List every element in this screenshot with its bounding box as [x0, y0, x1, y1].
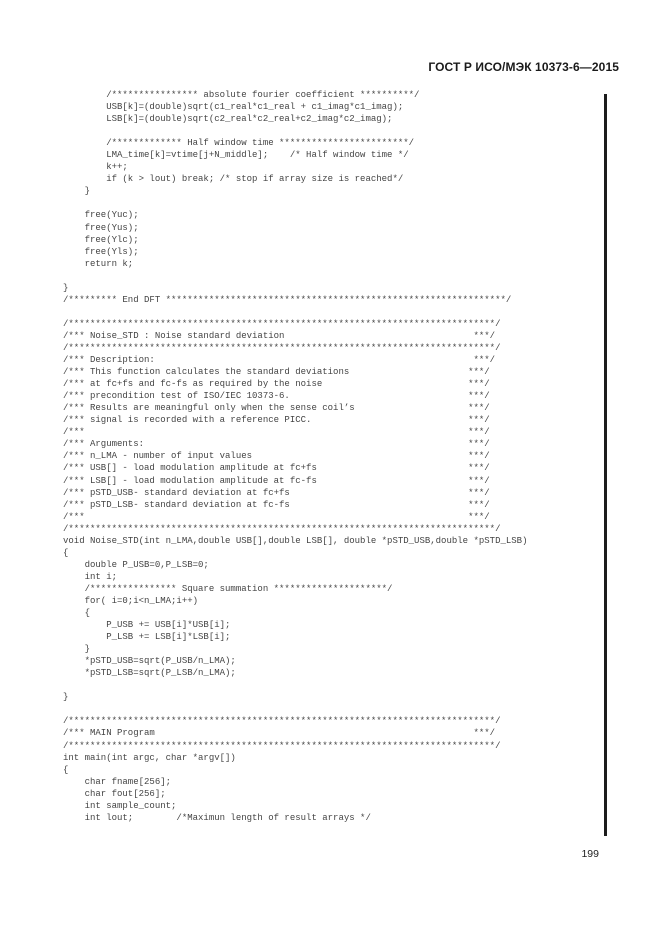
- code-line: /*** This function calculates the standard deviations ***/: [63, 367, 490, 378]
- code-line: /*** pSTD_USB- standard deviation at fc+fs ***/: [63, 487, 490, 498]
- code-line: {: [63, 608, 91, 619]
- code-line: /*** pSTD_LSB- standard deviation at fc-fs ***/: [63, 499, 490, 510]
- code-line: k++;: [63, 162, 128, 173]
- page-number: 199: [581, 848, 599, 860]
- code-line: /*** at fc+fs and fc-fs as required by the noise ***/: [63, 379, 490, 390]
- code-line: LSB[k]=(double)sqrt(c2_real*c2_real+c2_imag*c2_imag);: [63, 114, 393, 125]
- code-line: free(Yls);: [63, 246, 139, 257]
- code-line: char fname[256];: [63, 776, 172, 787]
- code-line: USB[k]=(double)sqrt(c1_real*c1_real + c1_imag*c1_imag);: [63, 102, 404, 113]
- code-line: [63, 703, 603, 715]
- code-line: free(Ylc);: [63, 234, 139, 245]
- code-line: /*** n_LMA - number of input values ***/: [63, 451, 490, 462]
- code-line: /*******************************************************************************/: [63, 716, 501, 727]
- code-line: P_LSB += LSB[i]*LSB[i];: [63, 632, 231, 643]
- code-line: *pSTD_LSB=sqrt(P_LSB/n_LMA);: [63, 668, 236, 679]
- code-line: double P_USB=0,P_LSB=0;: [63, 559, 209, 570]
- code-line: [63, 679, 603, 691]
- code-line: [63, 306, 603, 318]
- code-line: LMA_time[k]=vtime[j+N_middle]; /* Half window time */: [63, 150, 409, 161]
- code-line: }: [63, 282, 69, 293]
- code-line: /*******************************************************************************/: [63, 523, 501, 534]
- code-line: }: [63, 644, 91, 655]
- code-line: /*******************************************************************************/: [63, 342, 501, 353]
- code-line: /*** Results are meaningful only when the sense coil’s ***/: [63, 403, 490, 414]
- standard-header: ГОСТ Р ИСО/МЭК 10373-6—2015: [428, 60, 619, 74]
- code-line: *pSTD_USB=sqrt(P_USB/n_LMA);: [63, 656, 236, 667]
- code-line: /************* Half window time ************************/: [63, 138, 415, 149]
- code-line: /*** Description: ***/: [63, 355, 496, 366]
- code-line: char fout[256];: [63, 788, 166, 799]
- code-line: }: [63, 186, 91, 197]
- code-line: /*** signal is recorded with a reference PICC. ***/: [63, 415, 490, 426]
- code-line: [63, 197, 603, 209]
- code-line: /*** ***/: [63, 511, 490, 522]
- code-line: free(Yus);: [63, 222, 139, 233]
- code-line: for( i=0;i<n_LMA;i++): [63, 595, 199, 606]
- code-line: [63, 125, 603, 137]
- code-line: int main(int argc, char *argv[]): [63, 752, 236, 763]
- code-line: void Noise_STD(int n_LMA,double USB[],double LSB[], double *pSTD_USB,double *pSTD_LSB): [63, 535, 528, 546]
- code-line: /*******************************************************************************/: [63, 318, 501, 329]
- change-bar: [604, 94, 607, 836]
- code-line: /*******************************************************************************/: [63, 740, 501, 751]
- code-line: /*** precondition test of ISO/IEC 10373-6. ***/: [63, 391, 490, 402]
- code-line: /********* End DFT ***************************************************************/: [63, 294, 512, 305]
- code-line: int lout; /*Maximun length of result arrays */: [63, 812, 371, 823]
- code-line: /**************** absolute fourier coefficient **********/: [63, 90, 420, 100]
- code-line: /**************** Square summation *********************/: [63, 583, 393, 594]
- code-line: [63, 270, 603, 282]
- code-listing: [63, 89, 603, 824]
- code-line: if (k > lout) break; /* stop if array size is reached*/: [63, 174, 404, 185]
- code-line: return k;: [63, 258, 134, 269]
- code-line: P_USB += USB[i]*USB[i];: [63, 620, 231, 631]
- code-line: /*** MAIN Program ***/: [63, 728, 496, 739]
- code-line: int i;: [63, 571, 118, 582]
- code-line: free(Yuc);: [63, 210, 139, 221]
- code-line: /*** ***/: [63, 427, 490, 438]
- code-line: /*** Arguments: ***/: [63, 439, 490, 450]
- code-line: /*** Noise_STD : Noise standard deviation ***/: [63, 330, 496, 341]
- code-line: /*** USB[] - load modulation amplitude at fc+fs ***/: [63, 463, 490, 474]
- code-line: }: [63, 692, 69, 703]
- code-line: int sample_count;: [63, 800, 177, 811]
- code-line: {: [63, 547, 69, 558]
- code-line: {: [63, 764, 69, 775]
- code-line: /*** LSB[] - load modulation amplitude at fc-fs ***/: [63, 475, 490, 486]
